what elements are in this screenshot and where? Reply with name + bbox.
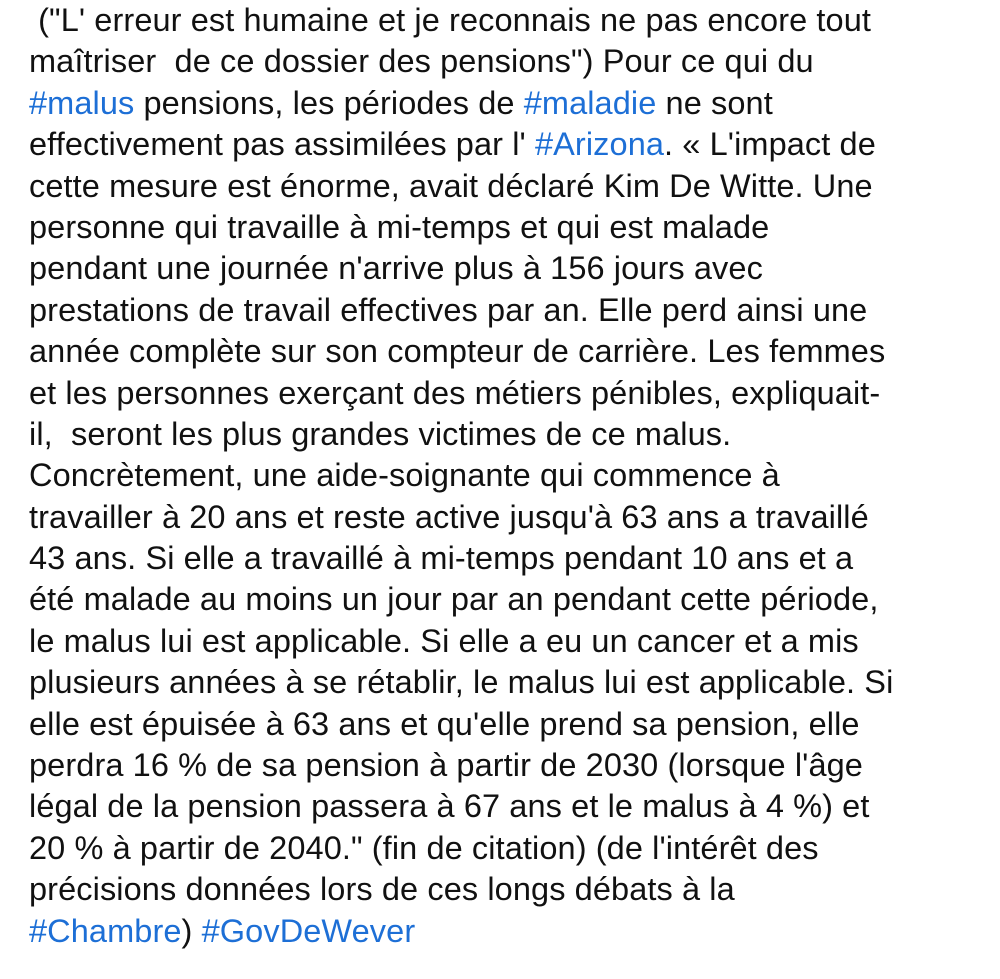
- post-text: elle est épuisée à 63 ans et qu'elle prend sa pension, elle: [29, 705, 860, 742]
- post-line: [29, 579, 989, 620]
- post-line: [29, 0, 989, 41]
- hashtag-link-arizona[interactable]: #Arizona: [534, 126, 665, 163]
- post-line: [29, 83, 989, 124]
- post-line: [29, 124, 989, 165]
- hashtag-link-govdewever[interactable]: #GovDeWever: [201, 912, 416, 949]
- post-text: travailler à 20 ans et reste active jusqu'à 63 ans a travaillé: [29, 498, 869, 535]
- post-line: [29, 373, 989, 414]
- post-text: prestations de travail effectives par an. Elle perd ainsi une: [29, 291, 868, 328]
- post-line: [29, 662, 989, 703]
- post-line: [29, 538, 989, 579]
- post-text: ): [181, 912, 202, 949]
- post-line: [29, 786, 989, 827]
- post-text: Concrètement, une aide-soignante qui commence à: [29, 457, 780, 494]
- post-text: effectivement pas assimilées par l': [29, 126, 535, 163]
- post-text: été malade au moins un jour par an pendant cette période,: [29, 581, 879, 618]
- post-text: . « L'impact de: [664, 126, 876, 163]
- post-line: [29, 207, 989, 248]
- post-text: plusieurs années à se rétablir, le malus lui est applicable. Si: [29, 664, 894, 701]
- post-line: [29, 248, 989, 289]
- hashtag-link-malus[interactable]: #malus: [29, 84, 135, 121]
- post-text: légal de la pension passera à 67 ans et le malus à 4 %) et: [29, 788, 870, 825]
- post-text: perdra 16 % de sa pension à partir de 2030 (lorsque l'âge: [29, 747, 863, 784]
- post-line: [29, 704, 989, 745]
- post-line: [29, 828, 989, 869]
- post-line: [29, 455, 989, 496]
- post-text: pensions, les périodes de: [134, 84, 524, 121]
- post-text: personne qui travaille à mi-temps et qui est malade: [29, 208, 770, 245]
- post-body: [29, 0, 989, 952]
- post-line: [29, 331, 989, 372]
- post-text: ne sont: [656, 84, 773, 121]
- post-text: pendant une journée n'arrive plus à 156 jours avec: [29, 250, 763, 287]
- post-line: [29, 41, 989, 82]
- post-line: [29, 497, 989, 538]
- post-line: [29, 414, 989, 455]
- post-line: [29, 911, 989, 952]
- post-text: et les personnes exerçant des métiers pénibles, expliquait-: [29, 374, 881, 411]
- post-text: cette mesure est énorme, avait déclaré Kim De Witte. Une: [29, 167, 873, 204]
- post-line: [29, 290, 989, 331]
- post-text: 43 ans. Si elle a travaillé à mi-temps pendant 10 ans et a: [29, 540, 854, 577]
- post-line: [29, 745, 989, 786]
- post-text: maîtriser de ce dossier des pensions") Pour ce qui du: [29, 43, 814, 80]
- post-line: [29, 869, 989, 910]
- post-text: le malus lui est applicable. Si elle a eu un cancer et a mis: [29, 622, 859, 659]
- post-text: il, seront les plus grandes victimes de ce malus.: [29, 415, 732, 452]
- post-text: précisions données lors de ces longs débats à la: [29, 871, 735, 908]
- post-text: 20 % à partir de 2040." (fin de citation) (de l'intérêt des: [29, 829, 819, 866]
- hashtag-link-maladie[interactable]: #maladie: [523, 84, 657, 121]
- hashtag-link-chambre[interactable]: #Chambre: [29, 912, 182, 949]
- post-text: ("L' erreur est humaine et je reconnais ne pas encore tout: [29, 2, 872, 38]
- post-text: année complète sur son compteur de carrière. Les femmes: [29, 333, 886, 370]
- post-line: [29, 166, 989, 207]
- post-line: [29, 621, 989, 662]
